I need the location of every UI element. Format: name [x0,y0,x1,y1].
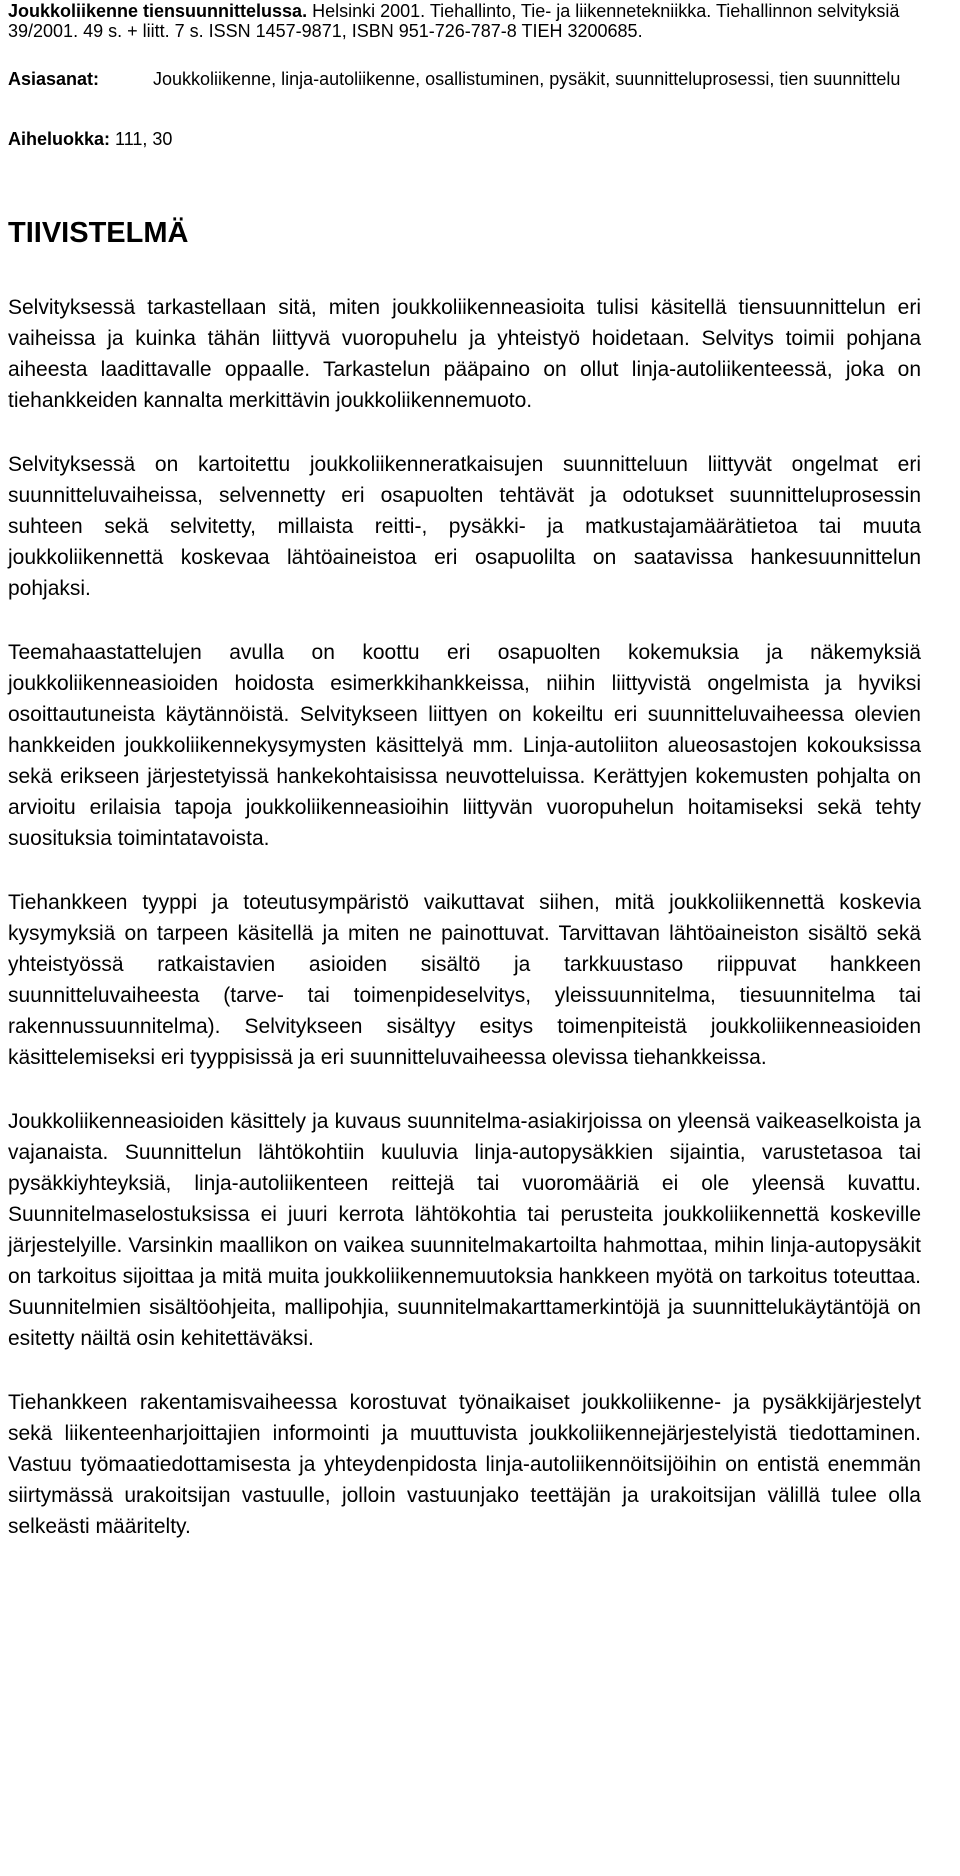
citation-details: Helsinki 2001. Tiehallinto, Tie- ja liikennetekniikka. Tiehallinnon selvityksiä 39/2001. 49 s. + liitt. 7 s. ISSN 1457-9871, ISBN 951-726-787-8 TIEH 3200685. [8,1,900,41]
summary-heading: TIIVISTELMÄ [8,217,189,249]
summary-paragraph: Selvityksessä tarkastellaan sitä, miten joukkoliikenneasioita tulisi käsitellä tiensuunnittelun eri vaiheissa ja kuinka tähän liittyvä vuoropuhelu ja yhteistyö hoidetaan. Selvitys toimii pohjana aiheesta laadittavalle oppaalle. Tarkastelun pääpaino on ollut linja-autoliikenteessä, joka on tiehankkeiden kannalta merkittävin joukkoliikennemuoto. [8,296,921,412]
summary-paragraph: Tiehankkeen tyyppi ja toteutusympäristö vaikuttavat siihen, mitä joukkoliikennettä koskevia kysymyksiä on tarpeen käsitellä ja miten ne painottuvat. Tarvittavan lähtöaineiston sisältö sekä yhteistyössä ratkaistavien asioiden sisältö ja tarkkuustaso riippuvat hankkeen suunnitteluvaiheesta (tarve- tai toimenpideselvitys, yleissuunnitelma, tiesuunnitelma tai rakennussuunnitelma). Selvitykseen sisältyy esitys toimenpiteistä joukkoliikenneasioiden käsittelemiseksi eri tyyppisissä ja eri suunnitteluvaiheessa olevissa tiehankkeissa. [8,891,921,1069]
summary-body [8,292,921,1542]
keywords-label: Asiasanat: [8,69,100,89]
category-label: Aiheluokka: [8,129,111,149]
category-row [8,129,921,149]
document-page [8,0,921,1542]
summary-paragraph: Tiehankkeen rakentamisvaiheessa korostuvat työnaikaiset joukkoliikenne- ja pysäkkijärjestelyt sekä liikenteenharjoittajien informointi ja muuttuvista joukkoliikennejärjestelyistä tiedottaminen. Vastuu työmaatiedottamisesta ja yhteydenpidosta linja-autoliikennöitsijöihin on entistä enemmän siirtymässä urakoitsijan vastuulle, jolloin vastuunjako teettäjän ja urakoitsijan välillä tulee olla selkeästi määritelty. [8,1391,921,1538]
bibliographic-citation [8,0,921,41]
keywords-value: Joukkoliikenne, linja-autoliikenne, osallistuminen, pysäkit, suunnitteluprosessi, tien suunnittelu [153,69,901,89]
keywords-row [8,69,921,89]
summary-paragraph: Joukkoliikenneasioiden käsittely ja kuvaus suunnitelma-asiakirjoissa on yleensä vaikeaselkoista ja vajanaista. Suunnittelun lähtökohtiin kuuluvia linja-autopysäkkien sijaintia, varustetasoa tai pysäkkiyhteyksiä, linja-autoliikenteen reittejä tai vuoromääriä ei ole yleensä kuvattu. Suunnitelmaselostuksissa ei juuri kerrota lähtökohtia tai perusteita joukkoliikennettä koskeville järjestelyille. Varsinkin maallikon on vaikea suunnitelmakartoilta hahmottaa, mihin linja-autopysäkit on tarkoitus sijoittaa ja mitä muita joukkoliikennemuutoksia hankkeen myötä on tarkoitus toteuttaa. Suunnitelmien sisältöohjeita, mallipohjia, suunnitelmakarttamerkintöjä ja suunnittelukäytäntöjä on esitetty näiltä osin kehitettäväksi. [8,1110,921,1350]
summary-paragraph: Teemahaastattelujen avulla on koottu eri osapuolten kokemuksia ja näkemyksiä joukkoliikenneasioiden hoidosta esimerkkihankkeissa, niihin liittyvistä ongelmista ja hyviksi osoittautuneista käytännöistä. Selvitykseen liittyen on kokeiltu eri suunnitteluvaiheessa olevien hankkeiden joukkoliikennekysymysten käsittelyä mm. Linja-autoliiton alueosastojen kokouksissa sekä erikseen järjestetyissä hankekohtaisissa neuvotteluissa. Kerättyjen kokemusten pohjalta on arvioitu erilaisia tapoja joukkoliikenneasioihin liittyvän vuoropuhelun hoitamiseksi sekä tehty suosituksia toimintatavoista. [8,641,921,850]
category-value: 111, 30 [110,129,173,149]
summary-paragraph: Selvityksessä on kartoitettu joukkoliikenneratkaisujen suunnitteluun liittyvät ongelmat eri suunnitteluvaiheissa, selvennetty eri osapuolten tehtävät ja odotukset suunnitteluprosessin suhteen sekä selvitetty, millaista reitti-, pysäkki- ja matkustajamäärätietoa tai muuta joukkoliikennettä koskevaa lähtöaineistoa eri osapuolilta on saatavissa hankesuunnittelun pohjaksi. [8,453,921,600]
citation-title: Joukkoliikenne tiensuunnittelussa. [8,1,308,21]
